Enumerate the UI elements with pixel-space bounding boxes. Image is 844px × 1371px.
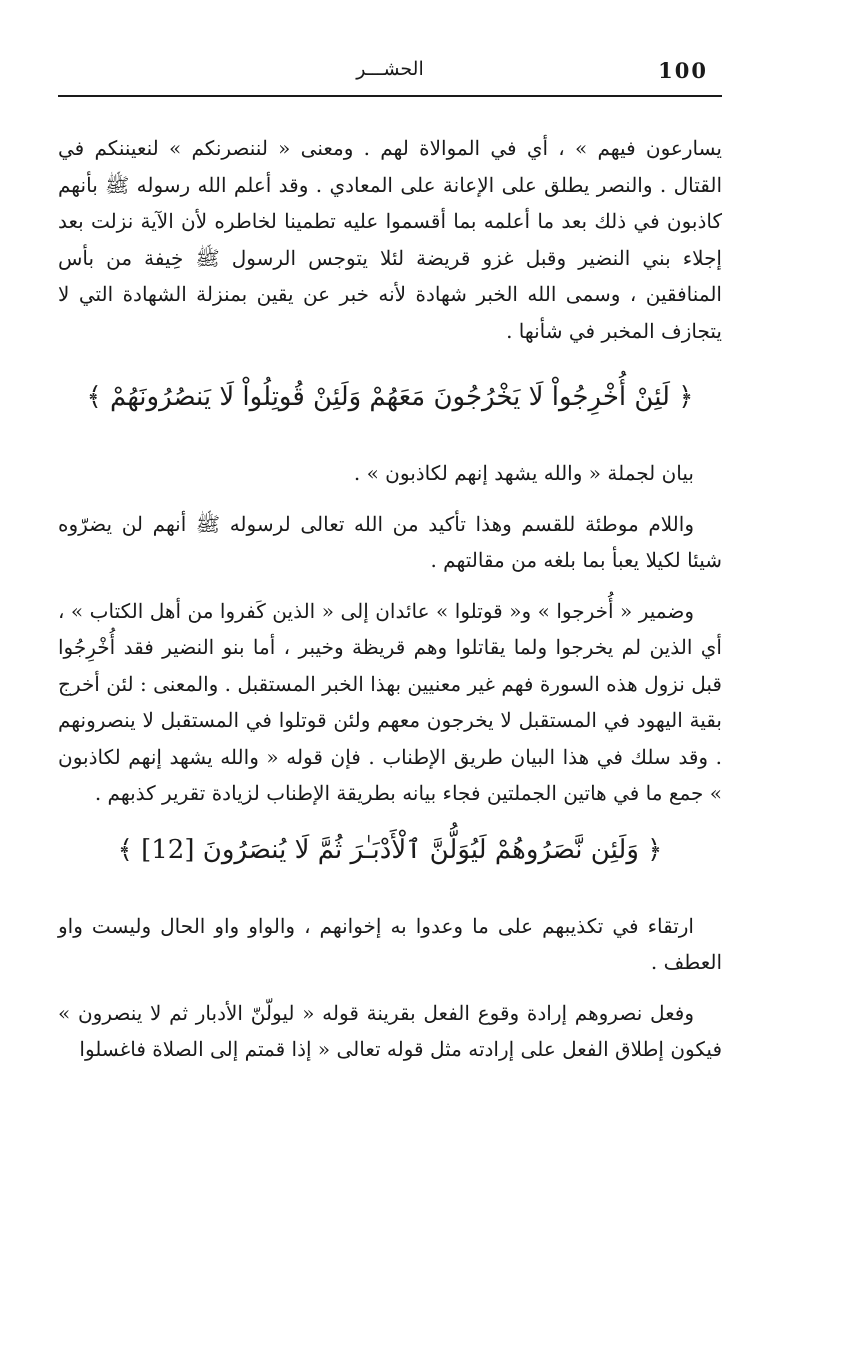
page-body (58, 130, 722, 1068)
spacer (58, 812, 722, 830)
spacer (58, 870, 722, 908)
page-number: 100 (658, 58, 708, 83)
page-header (58, 56, 722, 92)
paragraph-4: وضمير « أُخرجوا » و« قوتلوا » عائدان إلى « الذين كَفروا من أهل الكتاب » ، أي الذين لم يخرجوا ولما يقاتلوا وهم قريظة وخيبر ، أما بنو النضير فقد أُخْرِجُوا قبل نزول هذه السورة فهم غير معنيين بهذا الخبر المستقبل . والمعنى : لئن أخرج بقية اليهود في المستقبل لا يخرجون معهم ولئن قوتلوا في المستقبل لا ينصرونهم . وقد سلك في هذا البيان طريق الإطناب . فإن قوله « والله يشهد إنهم لكاذبون » جمع ما في هاتين الجملتين فجاء بيانه بطريقة الإطناب لزيادة تقرير كذبهم . (58, 598, 722, 805)
paragraph-2: بيان لجملة « والله يشهد إنهم لكاذبون » . (353, 461, 694, 485)
quran-verse-1: ﴿ لَئِنْ أُخْرِجُواْ لَا يَخْرُجُونَ مَعَهُمْ وَلَئِنْ قُوتِلُواْ لَا يَنصُرُونَهُمْ ﴾ (86, 382, 694, 412)
spacer (58, 579, 722, 593)
spacer (58, 492, 722, 506)
paragraph-3: واللام موطئة للقسم وهذا تأكيد من الله تعالى لرسوله ﷺ أنهم لن يضرّوه شيئا لكيلا يعبأ بما بلغه من مقالتهم . (58, 511, 722, 572)
header-divider (58, 95, 722, 97)
quran-verse-2: ﴿ وَلَئِن نَّصَرُوهُمْ لَيُوَلُّنَّ ٱلْأَدْبَـٰرَ ثُمَّ لَا يُنصَرُونَ [12] ﴾ (117, 834, 663, 865)
spacer (58, 349, 722, 377)
paragraph-5: ارتقاء في تكذيبهم على ما وعدوا به إخوانهم ، والواو واو الحال وليست واو العطف . (58, 913, 722, 974)
paragraph-1: يسارعون فيهم » ، أي في الموالاة لهم . ومعنى « لننصرنكم » لنعيننكم في القتال . والنصر يطلق على الإعانة على المعادي . وقد أعلم الله رسوله ﷺ بأنهم كاذبون في ذلك بعد ما أعلمه بما أقسموا عليه تطمينا لخاطره لأن الآية نزلت بعد إجلاء بني النضير وقبل غزو قريضة لئلا يتوجس الرسول ﷺ خِيفة من بأس المنافقين ، وسمى الله الخبر شهادة لأنه خبر عن يقين بمنزلة الشهادة التي لا يتجازف المخبر في شأنها . (58, 136, 722, 343)
paragraph-6: وفعل نصروهم إرادة وقوع الفعل بقرينة قوله « ليولّنّ الأدبار ثم لا ينصرون » فيكون إطلاق الفعل على إرادته مثل قوله تعالى « إذا قمتم إلى الصلاة فاغسلوا (58, 1000, 722, 1061)
spacer (58, 981, 722, 995)
running-title: الحشـــر (356, 58, 424, 80)
spacer (58, 417, 722, 455)
